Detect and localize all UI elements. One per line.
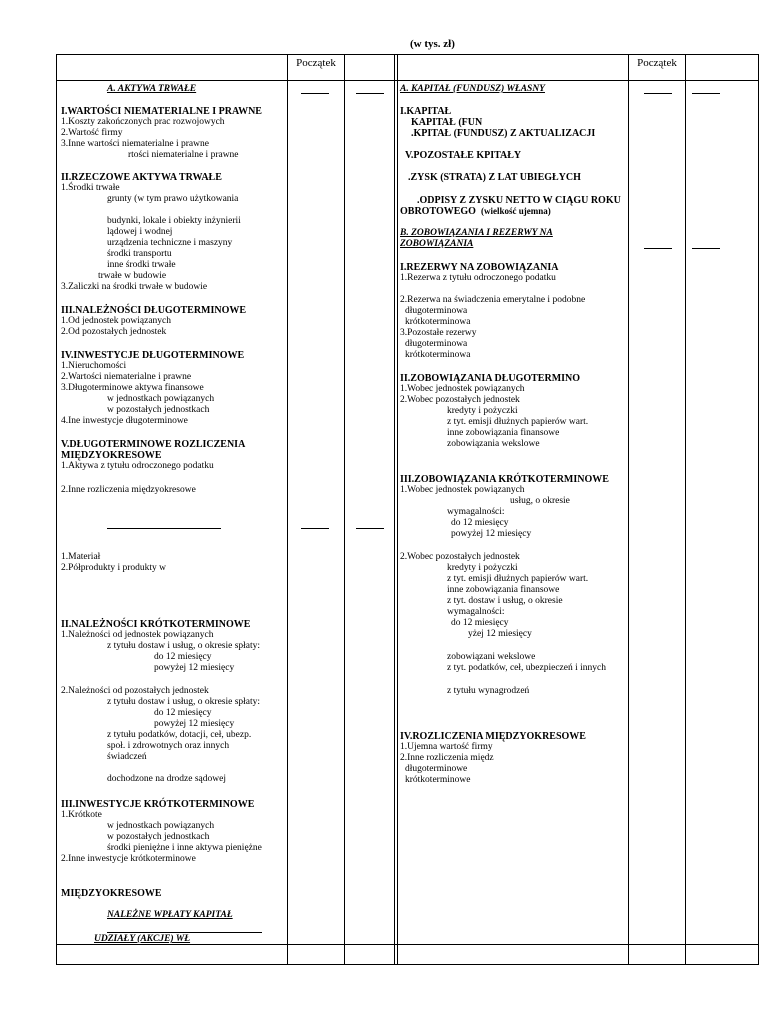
short-term-receivables-heading: II.NALEŻNOŚCI KRÓTKOTERMINOWE [61, 619, 251, 630]
line-item: z tyt. podatków, ceł, ubezpieczeń i innych [447, 663, 606, 673]
long-term-liabilities-heading: II.ZOBOWIĄZANIA DŁUGOTERMINO [400, 373, 581, 384]
line-item: środki pieniężne i inne aktywa pieniężne [107, 843, 262, 853]
line-item: 2.Rezerwa na świadczenia emerytalne i podobne [400, 295, 586, 305]
line-item: z tytułu dostaw i usług, o okresie spłaty: [107, 641, 261, 651]
negative-value-note: (wielkość ujemna) [481, 206, 551, 216]
col-divider [397, 54, 398, 964]
section-a-assets-heading: A. AKTYWA TRWAŁE [107, 84, 197, 94]
line-item: 1.Aktywa z tytułu odroczonego podatku [61, 461, 214, 471]
line-item: 1.Ujemna wartość firmy [400, 742, 493, 752]
value-dash [301, 93, 329, 94]
line-item: z tyt. emisji dłużnych papierów wart. [447, 417, 589, 427]
section-a-equity-heading: A. KAPITAŁ (FUNDUSZ) WŁASNY [400, 84, 545, 94]
line-item: 2.Półprodukty i produkty w [61, 563, 167, 573]
line-item: świadczeń [107, 752, 147, 762]
col-divider [628, 54, 629, 964]
line-item: yżej 12 miesięcy [468, 629, 532, 639]
line-item: 2.Inne rozliczenia międzyokresowe [61, 485, 196, 495]
line-item: zobowiązani wekslowe [447, 652, 536, 662]
line-item: usług, o okresie [510, 496, 570, 506]
line-item: społ. i zdrowotnych oraz innych [107, 741, 230, 751]
line-item: trwałe w budowie [98, 271, 167, 281]
revaluation-capital-heading: .KPITAŁ (FUNDUSZ) Z AKTUALIZACJI [411, 128, 596, 139]
line-item: krótkoterminowa [405, 350, 471, 360]
line-item: z tytułu dostaw i usług, o okresie spłaty: [107, 697, 261, 707]
line-item: 1.Od jednostek powiązanych [61, 316, 172, 326]
line-item: 1.Wobec jednostek powiązanych [400, 384, 525, 394]
accruals-heading: IV.ROZLICZENIA MIĘDZYOKRESOWE [400, 731, 586, 742]
value-dash [356, 528, 384, 529]
line-item: w jednostkach powiązanych [107, 394, 215, 404]
line-item: dochodzone na drodze sądowej [107, 774, 226, 784]
line-item: w pozostałych jednostkach [107, 832, 210, 842]
value-dash [692, 93, 720, 94]
line-item: rtości niematerialne i prawne [128, 150, 239, 160]
capital-heading: I.KAPITAŁ [400, 106, 452, 117]
line-item: 2.Inne rozliczenia międz [400, 753, 494, 763]
line-item: wymagalności: [447, 607, 505, 617]
line-item: do 12 miesięcy [451, 518, 509, 528]
line-item: krótkoterminowe [405, 775, 471, 785]
line-item: 1.Rezerwa z tytułu odroczonego podatku [400, 273, 556, 283]
line-item: w pozostałych jednostkach [107, 405, 210, 415]
line-item: 2.Wobec pozostałych jednostek [400, 552, 520, 562]
col-divider [344, 54, 345, 964]
line-item: z tytułu podatków, dotacji, ceł, ubezp. [107, 730, 252, 740]
line-item: krótkoterminowa [405, 317, 471, 327]
short-term-accruals-heading: MIĘDZYOKRESOWE [61, 888, 162, 899]
intangible-assets-heading: I.WARTOŚCI NIEMATERIALNE I PRAWNE [61, 106, 262, 117]
unpaid-capital-heading: NALEŻNE WPŁATY KAPITAŁ [107, 910, 233, 920]
subtotal-line [107, 528, 221, 529]
tangible-assets-heading: II.RZECZOWE AKTYWA TRWAŁE [61, 172, 222, 183]
col-divider [685, 54, 686, 964]
line-item: 3.Inne wartości niematerialne i prawne [61, 139, 209, 149]
line-item: 1.Nieruchomości [61, 361, 127, 371]
line-item: 3.Pozostałe rezerwy [400, 328, 477, 338]
unit-label: (w tys. zł) [410, 38, 455, 50]
long-term-accruals-heading: V.DŁUGOTERMINOWE ROZLICZENIA [61, 439, 246, 450]
line-item: 1.Materiał [61, 552, 101, 562]
value-dash [644, 93, 672, 94]
line-item: z tytułu wynagrodzeń [447, 686, 530, 696]
table-bottom-border [56, 964, 759, 965]
table-right-border [758, 54, 759, 964]
line-item: 2.Wartość firmy [61, 128, 123, 138]
long-term-investments-heading: IV.INWESTYCJE DŁUGOTERMINOWE [61, 350, 245, 361]
net-profit-writeoffs-heading: .ODPISY Z ZYSKU NETTO W CIĄGU ROKU [417, 195, 621, 206]
long-term-receivables-heading: III.NALEŻNOŚCI DŁUGOTERMINOWE [61, 305, 247, 316]
table-left-border [56, 54, 57, 964]
line-item: z tyt. dostaw i usług, o okresie [447, 596, 563, 606]
line-item: urządzenia techniczne i maszyny [107, 238, 233, 248]
provisions-heading: I.REZERWY NA ZOBOWIĄZANIA [400, 262, 559, 273]
line-item: budynki, lokale i obiekty inżynierii [107, 216, 241, 226]
line-item: długoterminowa [405, 339, 468, 349]
header-row-border [56, 80, 759, 81]
line-item: z tyt. emisji dłużnych papierów wart. [447, 574, 589, 584]
line-item: długoterminowa [405, 306, 468, 316]
line-item: do 12 miesięcy [154, 652, 212, 662]
line-item: 1.Krótkote [61, 810, 102, 820]
value-dash [692, 248, 720, 249]
line-item: 3.Długoterminowe aktywa finansowe [61, 383, 204, 393]
line-item: inne zobowiązania finansowe [447, 428, 560, 438]
column-header-start-right: Początek [637, 57, 677, 69]
long-term-accruals-heading-cont: MIĘDZYOKRESOWE [61, 450, 162, 461]
line-item: lądowej i wodnej [107, 227, 173, 237]
line-item: 1.Wobec jednostek powiązanych [400, 485, 525, 495]
line-item: inne środki trwałe [107, 260, 176, 270]
col-divider [394, 54, 395, 964]
short-term-liabilities-heading: III.ZOBOWIĄZANIA KRÓTKOTERMINOWE [400, 474, 609, 485]
line-item: 1.Należności od jednostek powiązanych [61, 630, 214, 640]
column-header-start-left: Początek [296, 57, 336, 69]
line-item: kredyty i pożyczki [447, 563, 518, 573]
line-item: 2.Wobec pozostałych jednostek [400, 395, 520, 405]
underline [107, 932, 262, 933]
table-top-border [56, 54, 759, 55]
line-item: grunty (w tym prawo użytkowania [107, 194, 239, 204]
value-dash [301, 528, 329, 529]
retained-earnings-heading: .ZYSK (STRATA) Z LAT UBIEGŁYCH [408, 172, 581, 183]
line-item: do 12 miesięcy [154, 708, 212, 718]
line-item: kredyty i pożyczki [447, 406, 518, 416]
line-item: 3.Zaliczki na środki trwałe w budowie [61, 282, 208, 292]
line-item: długoterminowe [405, 764, 468, 774]
line-item: do 12 miesięcy [451, 618, 509, 628]
line-item: środki transportu [107, 249, 172, 259]
line-item: 2.Wartości niematerialne i prawne [61, 372, 192, 382]
line-item: 2.Od pozostałych jednostek [61, 327, 167, 337]
section-b-liabilities-heading-cont: ZOBOWIĄZANIA [400, 239, 474, 249]
line-item: 1.Środki trwałe [61, 183, 120, 193]
line-item: w jednostkach powiązanych [107, 821, 215, 831]
value-dash [356, 93, 384, 94]
short-term-investments-heading: III.INWESTYCJE KRÓTKOTERMINOWE [61, 799, 255, 810]
line-item: zobowiązania wekslowe [447, 439, 540, 449]
line-item: wymagalności: [447, 507, 505, 517]
section-b-liabilities-heading: B. ZOBOWIĄZANIA I REZERWY NA [400, 228, 553, 238]
value-dash [644, 248, 672, 249]
line-item: 1.Koszty zakończonych prac rozwojowych [61, 117, 225, 127]
line-item: 2.Inne inwestycje krótkoterminowe [61, 854, 196, 864]
line-item: powyżej 12 miesięcy [451, 529, 532, 539]
line-item: 2.Należności od pozostałych jednostek [61, 686, 209, 696]
line-item: powyżej 12 miesięcy [154, 663, 235, 673]
capital-fund-heading: KAPITAŁ (FUN [411, 117, 483, 128]
own-shares-heading: UDZIAŁY (AKCJE) WŁ [94, 934, 191, 944]
line-item: 4.Ine inwestycje długoterminowe [61, 416, 188, 426]
net-profit-writeoffs-heading-cont: OBROTOWEGO [400, 206, 476, 217]
col-divider [287, 54, 288, 964]
line-item: inne zobowiązania finansowe [447, 585, 560, 595]
other-capital-heading: V.POZOSTAŁE KPITAŁY [405, 150, 522, 161]
line-item: powyżej 12 miesięcy [154, 719, 235, 729]
